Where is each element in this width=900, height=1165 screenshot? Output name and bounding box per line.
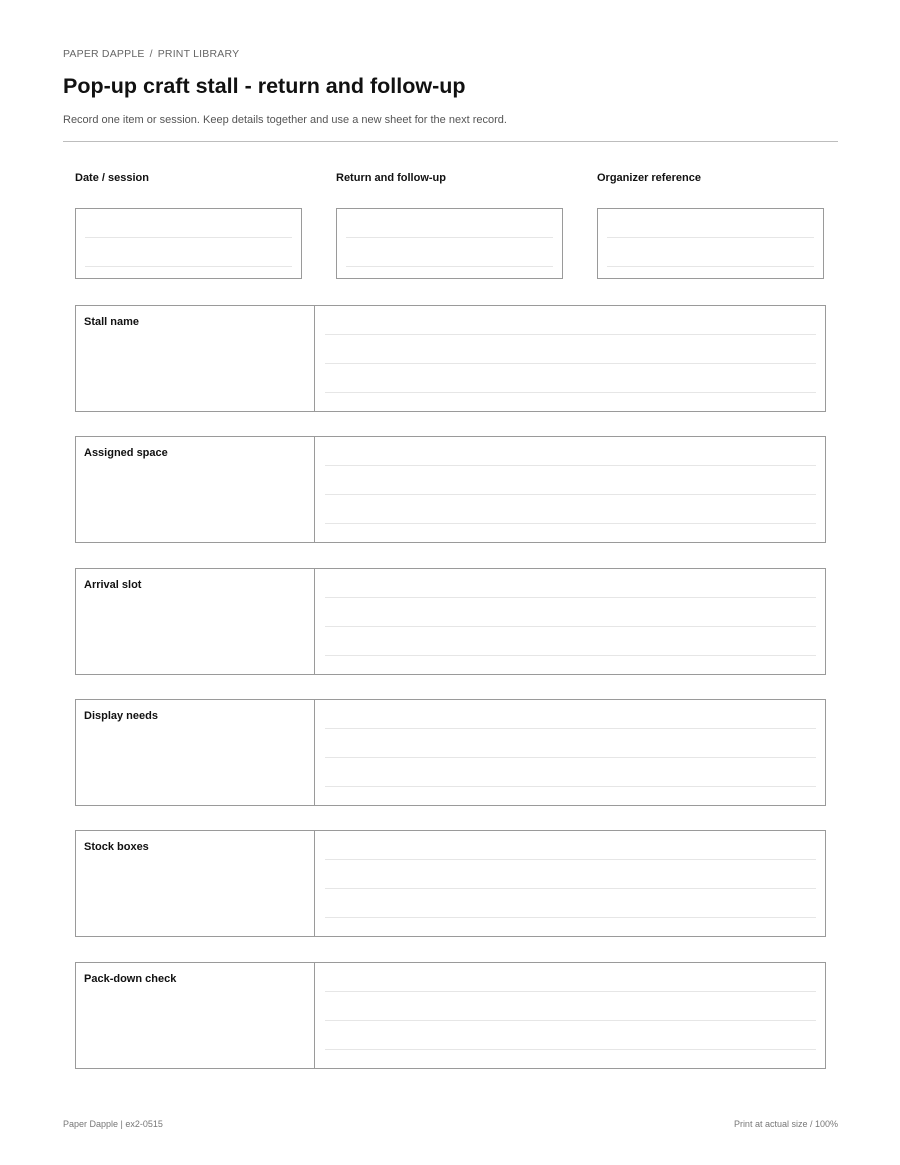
section-label: Stock boxes [76,831,315,936]
writing-line [325,786,816,787]
writing-line [325,991,816,992]
section-pack-down-check [75,962,826,1069]
return-follow-up-field[interactable] [336,208,563,279]
section-label: Assigned space [76,437,315,542]
writing-line [325,334,816,335]
arrival-slot-writing-area[interactable] [316,569,825,674]
organizer-reference-field[interactable] [597,208,824,279]
date-session-label: Date / session [75,172,149,184]
footer-document-id: Paper Dapple | ex2-0515 [63,1119,163,1129]
writing-line [325,757,816,758]
section-assigned-space [75,436,826,543]
writing-line [325,523,816,524]
writing-line [325,597,816,598]
breadcrumb-brand: PAPER DAPPLE [63,48,145,60]
pack-down-check-writing-area[interactable] [316,963,825,1068]
organizer-reference-label: Organizer reference [597,172,701,184]
breadcrumb [63,48,239,60]
writing-line [607,266,814,267]
section-stock-boxes [75,830,826,937]
stock-boxes-writing-area[interactable] [316,831,825,936]
breadcrumb-section: PRINT LIBRARY [157,48,240,60]
return-follow-up-label: Return and follow-up [336,172,446,184]
writing-line [325,655,816,656]
footer-print-note: Print at actual size / 100% [733,1119,838,1129]
writing-line [325,465,816,466]
display-needs-writing-area[interactable] [316,700,825,805]
writing-line [325,1020,816,1021]
assigned-space-writing-area[interactable] [316,437,825,542]
page-subtitle: Record one item or session. Keep details together and use a new sheet for the next record. [63,114,507,126]
writing-line [325,888,816,889]
writing-line [325,363,816,364]
writing-line [85,237,292,238]
writing-line [325,392,816,393]
header-divider [63,141,838,142]
writing-line [325,859,816,860]
date-session-field[interactable] [75,208,302,279]
writing-line [607,237,814,238]
section-label: Stall name [76,306,315,411]
writing-line [325,728,816,729]
writing-line [346,237,553,238]
writing-line [346,266,553,267]
section-stall-name [75,305,826,412]
writing-line [85,266,292,267]
section-display-needs [75,699,826,806]
section-arrival-slot [75,568,826,675]
writing-line [325,917,816,918]
section-label: Display needs [76,700,315,805]
writing-line [325,626,816,627]
breadcrumb-separator: / [149,48,153,60]
writing-line [325,1049,816,1050]
section-label: Arrival slot [76,569,315,674]
writing-line [325,494,816,495]
page-title: Pop-up craft stall - return and follow-up [63,74,466,98]
section-label: Pack-down check [76,963,315,1068]
stall-name-writing-area[interactable] [316,306,825,411]
